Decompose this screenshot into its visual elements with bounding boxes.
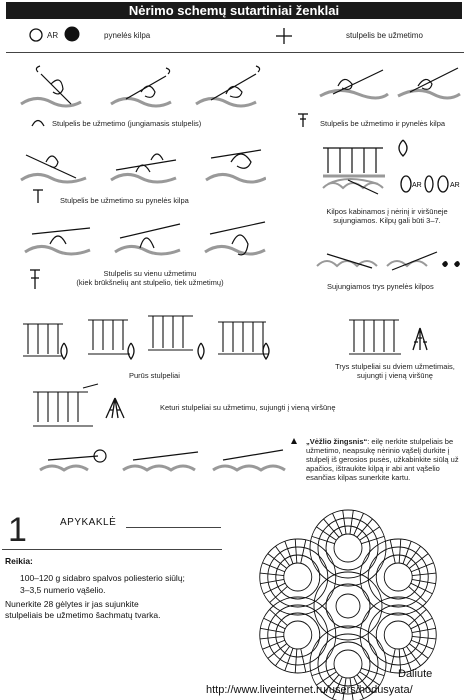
pattern-title-rule [126,527,221,528]
puff-symbol-2-icon [125,342,137,360]
plus-icon [274,26,294,46]
crab-step-paragraph [306,437,464,482]
crab-step-text: : eilę nerkite stulpeliais be užmetimo, neapsukę nėrinio vąšelį durkite į stulpelį iš gerosios pusės, užkabinkite siūlą už apačios, ištraukite kilpą ir abi ant vąšelio esančias kilpas sunerkite kartu. [306,437,459,482]
pattern-divider [2,549,222,550]
caption-hdc: Stulpelis be užmetimo su pynelės kilpa [60,196,189,205]
petal-stitch [412,636,436,638]
caption-four-dc: Keturi stulpeliai su užmetimu, sujungti į vieną viršūnę [160,403,336,412]
three-chains-illustration [312,244,462,278]
petal-stitch [312,668,335,675]
hdc-illustration [16,140,266,190]
petal-ring [326,526,370,570]
cluster-illustration [318,176,398,198]
caption-slip-stitch: Stulpelis be užmetimo (jungiamasis stulpelis) [52,119,202,128]
petal-stitch [260,628,284,632]
instr-line1: Nunerkite 28 gėlytes ir jas sujunkite [5,599,139,609]
petal-stitch [412,628,436,632]
petal-ring [284,563,312,591]
ar-label: AR [47,31,59,40]
petal-stitch [312,536,335,543]
petal-stitch [260,579,284,583]
petal-ring [334,534,362,562]
svg-text:AR: AR [412,182,422,189]
petal-ring [384,563,412,591]
sc-chain-illustration [318,64,463,106]
petal-ring [268,605,328,665]
magic-ring-icon [28,27,44,43]
petal-stitch [301,649,306,672]
slip-stitch-illustration [16,64,266,114]
three-dc-illustration [344,312,410,362]
crab-step-title: „Vėžlio žingsnis“ [306,437,368,446]
petal-ring [276,613,320,657]
petal-ring [276,555,320,599]
pattern-title: APYKAKLĖ [60,517,117,528]
petal-stitch [361,668,384,675]
url-watermark: http://www.liveinternet.ru/users/hodusyata/ [206,684,413,696]
sc-label: stulpelis be užmetimo [346,31,423,40]
page-title: Nėrimo schemų sutartiniai ženklai [6,2,462,19]
petal-stitch [412,579,436,583]
four-dc-illustration [28,382,103,434]
crab-triangle-icon [290,437,298,445]
petal-ring [384,621,412,649]
petal-stitch [343,510,346,534]
caption-dc-line2: (kiek brūkšnelių ant stulpelio, tiek užmetimų) [76,278,224,287]
petal-stitch [390,540,395,563]
petal-ring [376,613,420,657]
divider [6,52,464,53]
caption-dc-line1: Stulpelis su vienu užmetimu [103,269,197,278]
slip-stitch-symbol-icon [30,117,46,127]
dc-illustration [20,214,270,266]
petal-ring [360,539,436,615]
filled-circle-icon [63,25,81,43]
needs-line1: 100–120 g sidabro spalvos poliesterio siūlų; [20,573,185,583]
puff-symbol-1-icon [58,342,70,360]
author-watermark: Daliute [398,668,433,680]
petal-stitch [260,636,284,638]
petal-ring [310,510,386,586]
petal-stitch [260,573,284,575]
ar-loops-icon [398,174,460,194]
crab-stitch-illustration [38,440,288,484]
caption-loops-note: Kilpos kabinamos į nėrinį ir viršūneje sujungiamos. Kilpų gali būti 3–7. [326,207,448,225]
petal-stitch [301,540,306,563]
petal-ring [268,547,328,607]
petal-ring [326,642,370,686]
picot-symbol-icon [395,138,411,158]
dc-symbol-icon [28,268,42,290]
three-dc-symbol-icon [410,326,430,352]
puff-symbol-4-icon [260,342,272,360]
pattern-number: 1 [8,511,27,549]
caption-three-dc-line2: sujungti į vieną viršūnę [357,371,433,380]
petal-ring [376,555,420,599]
puff-illustration [18,304,278,366]
petal-ring [334,650,362,678]
four-dc-symbol-icon [104,396,126,420]
needs-label: Reikia: [5,556,33,566]
hdc-symbol-icon [32,188,44,204]
petal-stitch [295,539,297,563]
petal-stitch [412,573,436,575]
sc-chain-symbol-icon [296,112,310,128]
petal-stitch [390,649,395,672]
chain-label: pynelės kilpa [104,31,151,40]
caption-sc-chain: Stulpelis be užmetimo ir pynelės kilpa [320,119,446,128]
petal-stitch [399,539,401,563]
petal-ring [368,547,428,607]
instr-line2: stulpeliais be užmetimo šachmatų tvarka. [5,610,161,620]
petal-stitch [350,510,353,534]
caption-three-chains: Sujungiamos trys pynelės kilpos [327,282,434,291]
caption-three-dc-line1: Trys stulpeliai su dviem užmetimais, [335,362,455,371]
petal-ring [360,597,436,673]
petal-stitch [361,536,384,543]
svg-text:AR: AR [450,182,460,189]
puff-symbol-3-icon [195,342,207,360]
petal-ring [260,539,336,615]
needs-line2: 3–3,5 numerio vąšelio. [20,585,106,595]
petal-stitch [295,649,297,673]
caption-puff: Purūs stulpeliai [129,371,180,380]
petal-ring [260,597,336,673]
petal-ring [284,621,312,649]
